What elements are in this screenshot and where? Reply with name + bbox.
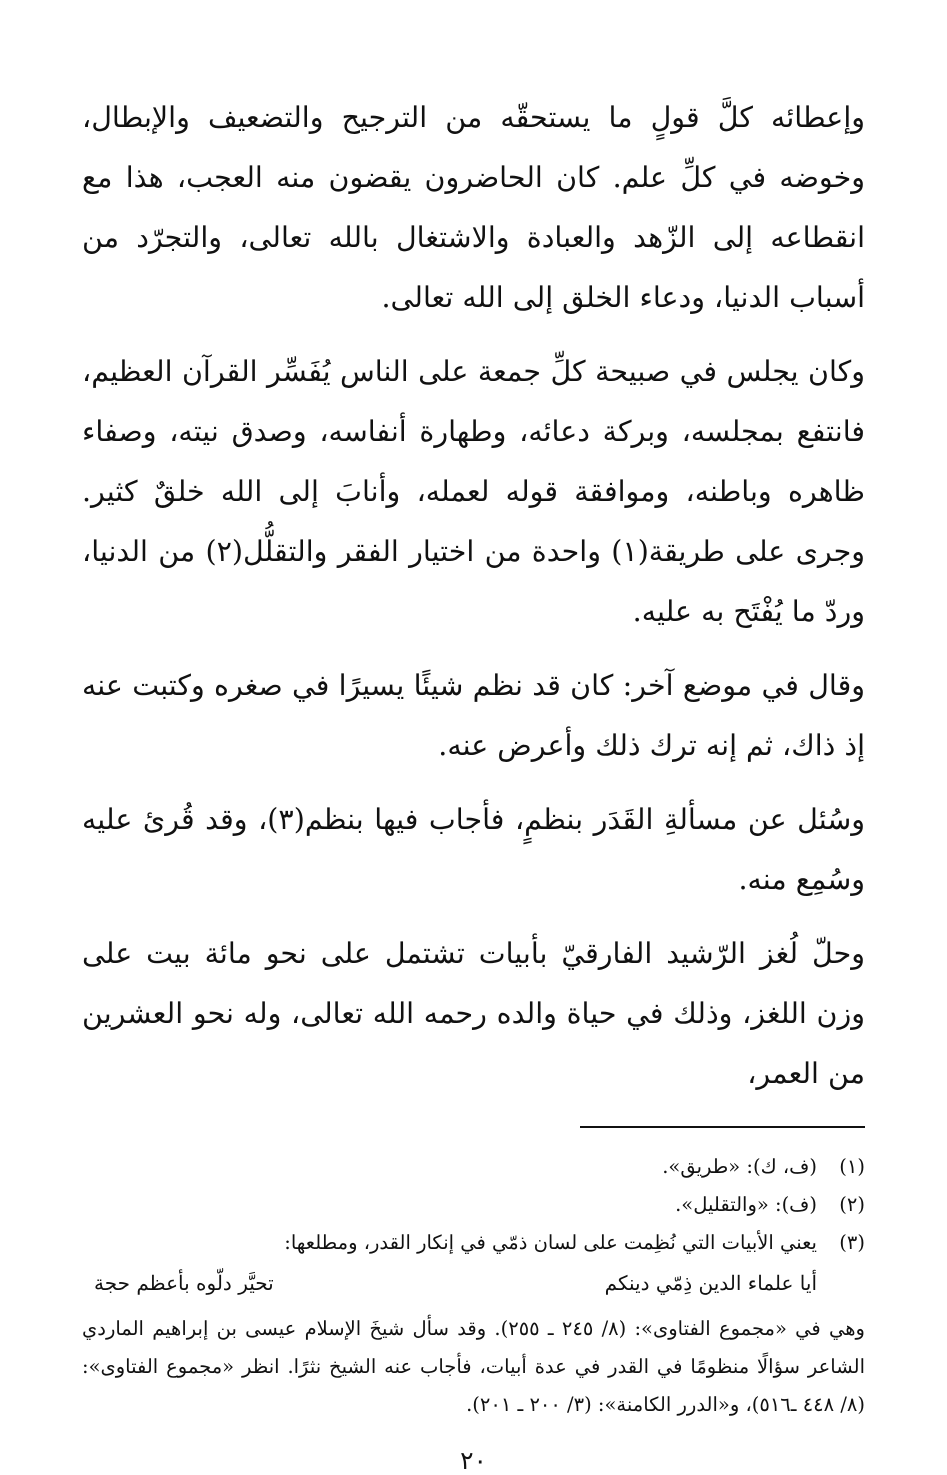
main-text xyxy=(82,88,865,1104)
verse-line xyxy=(82,1262,865,1304)
footnote-number: (٢) xyxy=(839,1193,865,1216)
paragraph-4: وسُئل عن مسألةِ القَدَر بنظمٍ، فأجاب فيها بنظم(٣)، وقد قُرئ عليه وسُمِع منه. xyxy=(82,803,865,896)
footnote-number: (٣) xyxy=(839,1231,865,1254)
footnote-text: (ف): «والتقليل». xyxy=(675,1193,817,1216)
footnote-item xyxy=(82,1224,865,1262)
footnote-text: يعني الأبيات التي نُظِمت على لسان ذمّي في إنكار القدر، ومطلعها: xyxy=(284,1231,817,1254)
paragraph-1: وإعطائه كلَّ قولٍ ما يستحقّه من الترجيح والتضعيف والإبطال، وخوضه في كلِّ علم. كان الحاضرون يقضون منه العجب، هذا مع انقطاعه إلى الزّهد والعبادة والاشتغال بالله تعالى، والتجرّد من أسباب الدنيا، ودعاء الخلق إلى الله تعالى. xyxy=(82,101,865,314)
paragraph-5: وحلّ لُغز الرّشيد الفارقيّ بأبيات تشتمل على نحو مائة بيت على وزن اللغز، وذلك في حياة والده رحمه الله تعالى، وله نحو العشرين من العمر، xyxy=(82,937,865,1090)
footnotes xyxy=(82,1148,865,1424)
verse-first-hemistich: أيا علماء الدين ذِمّي دينكم xyxy=(604,1271,817,1295)
footnote-item xyxy=(82,1186,865,1224)
paragraph-2: وكان يجلس في صبيحة كلِّ جمعة على الناس يُفَسِّر القرآن العظيم، فانتفع بمجلسه، وبركة دعائه، وطهارة أنفاسه، وصدق نيته، وصفاء ظاهره وباطنه، وموافقة قوله لعمله، وأنابَ إلى الله خلقٌ كثير. وجرى على طريقة(١) واحدة من اختيار الفقر والتقلُّل(٢) من الدنيا، وردّ ما يُفْتَح به عليه. xyxy=(82,355,865,628)
verse-second-hemistich: تحيَّر دلّوه بأعظم حجة xyxy=(94,1271,274,1295)
footnote-item xyxy=(82,1148,865,1186)
paragraph-3: وقال في موضع آخر: كان قد نظم شيئًا يسيرًا في صغره وكتبت عنه إذ ذاك، ثم إنه ترك ذلك وأعرض عنه. xyxy=(82,669,865,762)
footnote-separator xyxy=(580,1126,865,1128)
footnote-number: (١) xyxy=(839,1155,865,1178)
footnote-continuation: وهي في «مجموع الفتاوى»: (٨/ ٢٤٥ ـ ٢٥٥). وقد سأل شيخَ الإسلام عيسى بن إبراهيم الماردي الشاعر سؤالًا منظومًا في القدر في عدة أبيات، فأجاب عنه الشيخ نثرًا. انظر «مجموع الفتاوى»: (٨/ ٤٤٨ ـ٥١٦)، و«الدرر الكامنة»: (٣/ ٢٠٠ ـ ٢٠١). xyxy=(82,1317,865,1416)
footnote-text: (ف، ك): «طريق». xyxy=(662,1155,817,1178)
page-number: ٢٠ xyxy=(460,1446,487,1475)
